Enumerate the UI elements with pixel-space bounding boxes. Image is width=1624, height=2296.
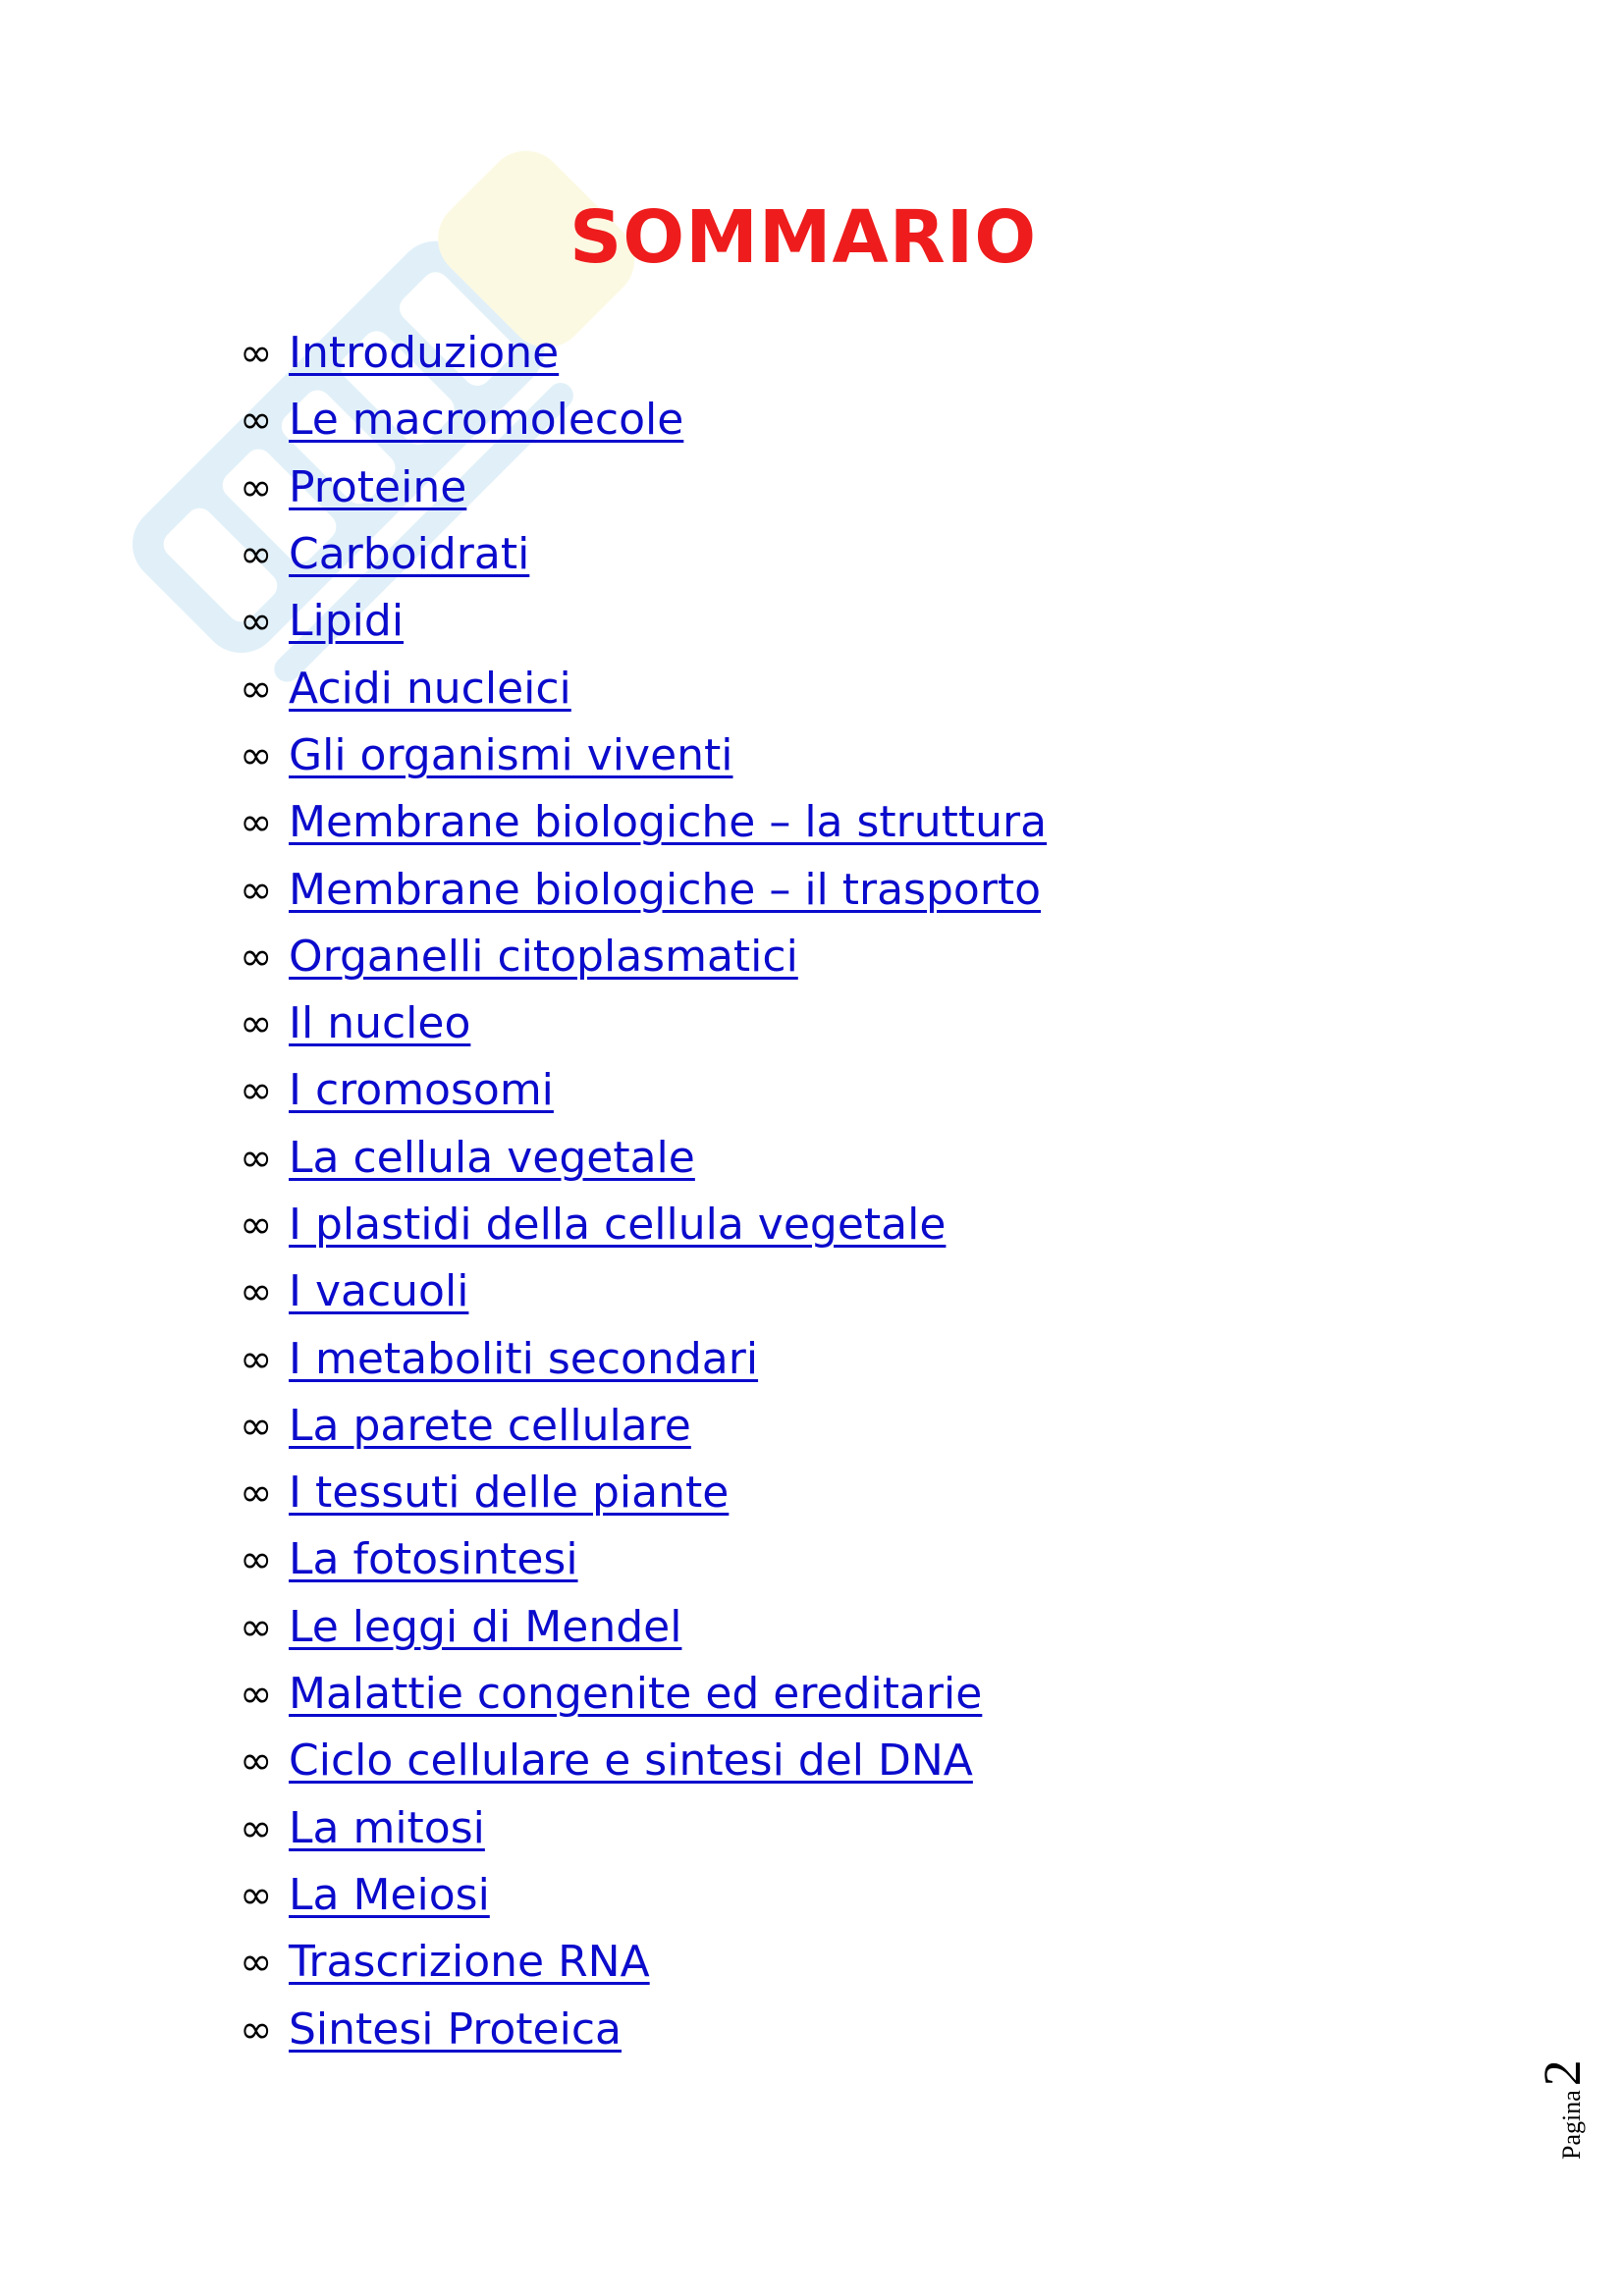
infinity-bullet-icon: ∞ bbox=[240, 1202, 273, 1248]
toc-item bbox=[240, 1125, 1047, 1192]
toc-link[interactable]: I cromosomi bbox=[289, 1065, 554, 1116]
toc-item bbox=[240, 1661, 1047, 1728]
toc-item bbox=[240, 1929, 1047, 1996]
infinity-bullet-icon: ∞ bbox=[240, 800, 273, 846]
toc-item bbox=[240, 990, 1047, 1057]
toc-link[interactable]: La parete cellulare bbox=[289, 1400, 691, 1451]
infinity-bullet-icon: ∞ bbox=[240, 398, 273, 444]
toc-item bbox=[240, 1460, 1047, 1526]
toc-link[interactable]: Acidi nucleici bbox=[289, 663, 571, 714]
infinity-bullet-icon: ∞ bbox=[240, 1672, 273, 1718]
page-label: Pagina bbox=[1557, 2090, 1586, 2160]
table-of-contents bbox=[240, 320, 1047, 2063]
infinity-bullet-icon: ∞ bbox=[240, 1269, 273, 1315]
infinity-bullet-icon: ∞ bbox=[240, 2006, 273, 2053]
infinity-bullet-icon: ∞ bbox=[240, 1872, 273, 1918]
toc-item bbox=[240, 856, 1047, 923]
page-number: 2 bbox=[1533, 2059, 1592, 2087]
toc-link[interactable]: Organelli citoplasmatici bbox=[289, 931, 798, 982]
toc-item bbox=[240, 1057, 1047, 1124]
infinity-bullet-icon: ∞ bbox=[240, 867, 273, 913]
toc-item bbox=[240, 1996, 1047, 2062]
infinity-bullet-icon: ∞ bbox=[240, 331, 273, 377]
infinity-bullet-icon: ∞ bbox=[240, 1805, 273, 1851]
toc-link[interactable]: La fotosintesi bbox=[289, 1534, 578, 1585]
page-footer bbox=[1532, 2032, 1591, 2160]
toc-link[interactable]: Ciclo cellulare e sintesi del DNA bbox=[289, 1735, 973, 1787]
toc-link[interactable]: I tessuti delle piante bbox=[289, 1468, 730, 1519]
toc-link[interactable]: Le macromolecole bbox=[289, 395, 684, 446]
infinity-bullet-icon: ∞ bbox=[240, 666, 273, 712]
infinity-bullet-icon: ∞ bbox=[240, 934, 273, 980]
toc-item bbox=[240, 1393, 1047, 1460]
infinity-bullet-icon: ∞ bbox=[240, 1738, 273, 1785]
infinity-bullet-icon: ∞ bbox=[240, 732, 273, 778]
toc-link[interactable]: I metaboliti secondari bbox=[289, 1333, 759, 1384]
toc-item bbox=[240, 722, 1047, 789]
infinity-bullet-icon: ∞ bbox=[240, 1403, 273, 1449]
toc-link[interactable]: Le leggi di Mendel bbox=[289, 1601, 682, 1652]
infinity-bullet-icon: ∞ bbox=[240, 1604, 273, 1650]
toc-link[interactable]: Proteine bbox=[289, 461, 467, 512]
toc-link[interactable]: Membrane biologiche – la struttura bbox=[289, 797, 1048, 848]
infinity-bullet-icon: ∞ bbox=[240, 532, 273, 578]
toc-item bbox=[240, 1325, 1047, 1392]
toc-link[interactable]: Trascrizione RNA bbox=[289, 1937, 650, 1988]
infinity-bullet-icon: ∞ bbox=[240, 599, 273, 645]
toc-item bbox=[240, 320, 1047, 387]
toc-item bbox=[240, 655, 1047, 721]
toc-link[interactable]: Lipidi bbox=[289, 596, 405, 647]
toc-item bbox=[240, 1594, 1047, 1661]
toc-item bbox=[240, 1526, 1047, 1593]
infinity-bullet-icon: ∞ bbox=[240, 1470, 273, 1517]
infinity-bullet-icon: ∞ bbox=[240, 1537, 273, 1583]
infinity-bullet-icon: ∞ bbox=[240, 1068, 273, 1114]
infinity-bullet-icon: ∞ bbox=[240, 1135, 273, 1181]
toc-link[interactable]: Introduzione bbox=[289, 328, 560, 379]
toc-item bbox=[240, 1795, 1047, 1862]
infinity-bullet-icon: ∞ bbox=[240, 1940, 273, 1986]
toc-link[interactable]: I vacuoli bbox=[289, 1266, 469, 1317]
toc-item bbox=[240, 789, 1047, 856]
toc-item bbox=[240, 1258, 1047, 1325]
toc-item bbox=[240, 924, 1047, 990]
toc-link[interactable]: Gli organismi viventi bbox=[289, 729, 733, 780]
toc-link[interactable]: Malattie congenite ed ereditarie bbox=[289, 1669, 983, 1720]
toc-item bbox=[240, 521, 1047, 588]
toc-link[interactable]: Membrane biologiche – il trasporto bbox=[289, 864, 1042, 915]
infinity-bullet-icon: ∞ bbox=[240, 1001, 273, 1047]
toc-link[interactable]: I plastidi della cellula vegetale bbox=[289, 1200, 947, 1250]
toc-link[interactable]: La Meiosi bbox=[289, 1869, 490, 1920]
toc-link[interactable]: La cellula vegetale bbox=[289, 1132, 695, 1183]
toc-link[interactable]: Carboidrati bbox=[289, 529, 530, 580]
toc-item bbox=[240, 588, 1047, 655]
toc-item bbox=[240, 1192, 1047, 1258]
toc-link[interactable]: Sintesi Proteica bbox=[289, 2003, 623, 2055]
document-title: SOMMARIO bbox=[569, 195, 1038, 280]
toc-link[interactable]: Il nucleo bbox=[289, 998, 471, 1049]
toc-item bbox=[240, 1728, 1047, 1794]
toc-item bbox=[240, 387, 1047, 454]
toc-item bbox=[240, 454, 1047, 521]
infinity-bullet-icon: ∞ bbox=[240, 1336, 273, 1382]
toc-item bbox=[240, 1862, 1047, 1929]
toc-link[interactable]: La mitosi bbox=[289, 1802, 485, 1853]
infinity-bullet-icon: ∞ bbox=[240, 464, 273, 510]
